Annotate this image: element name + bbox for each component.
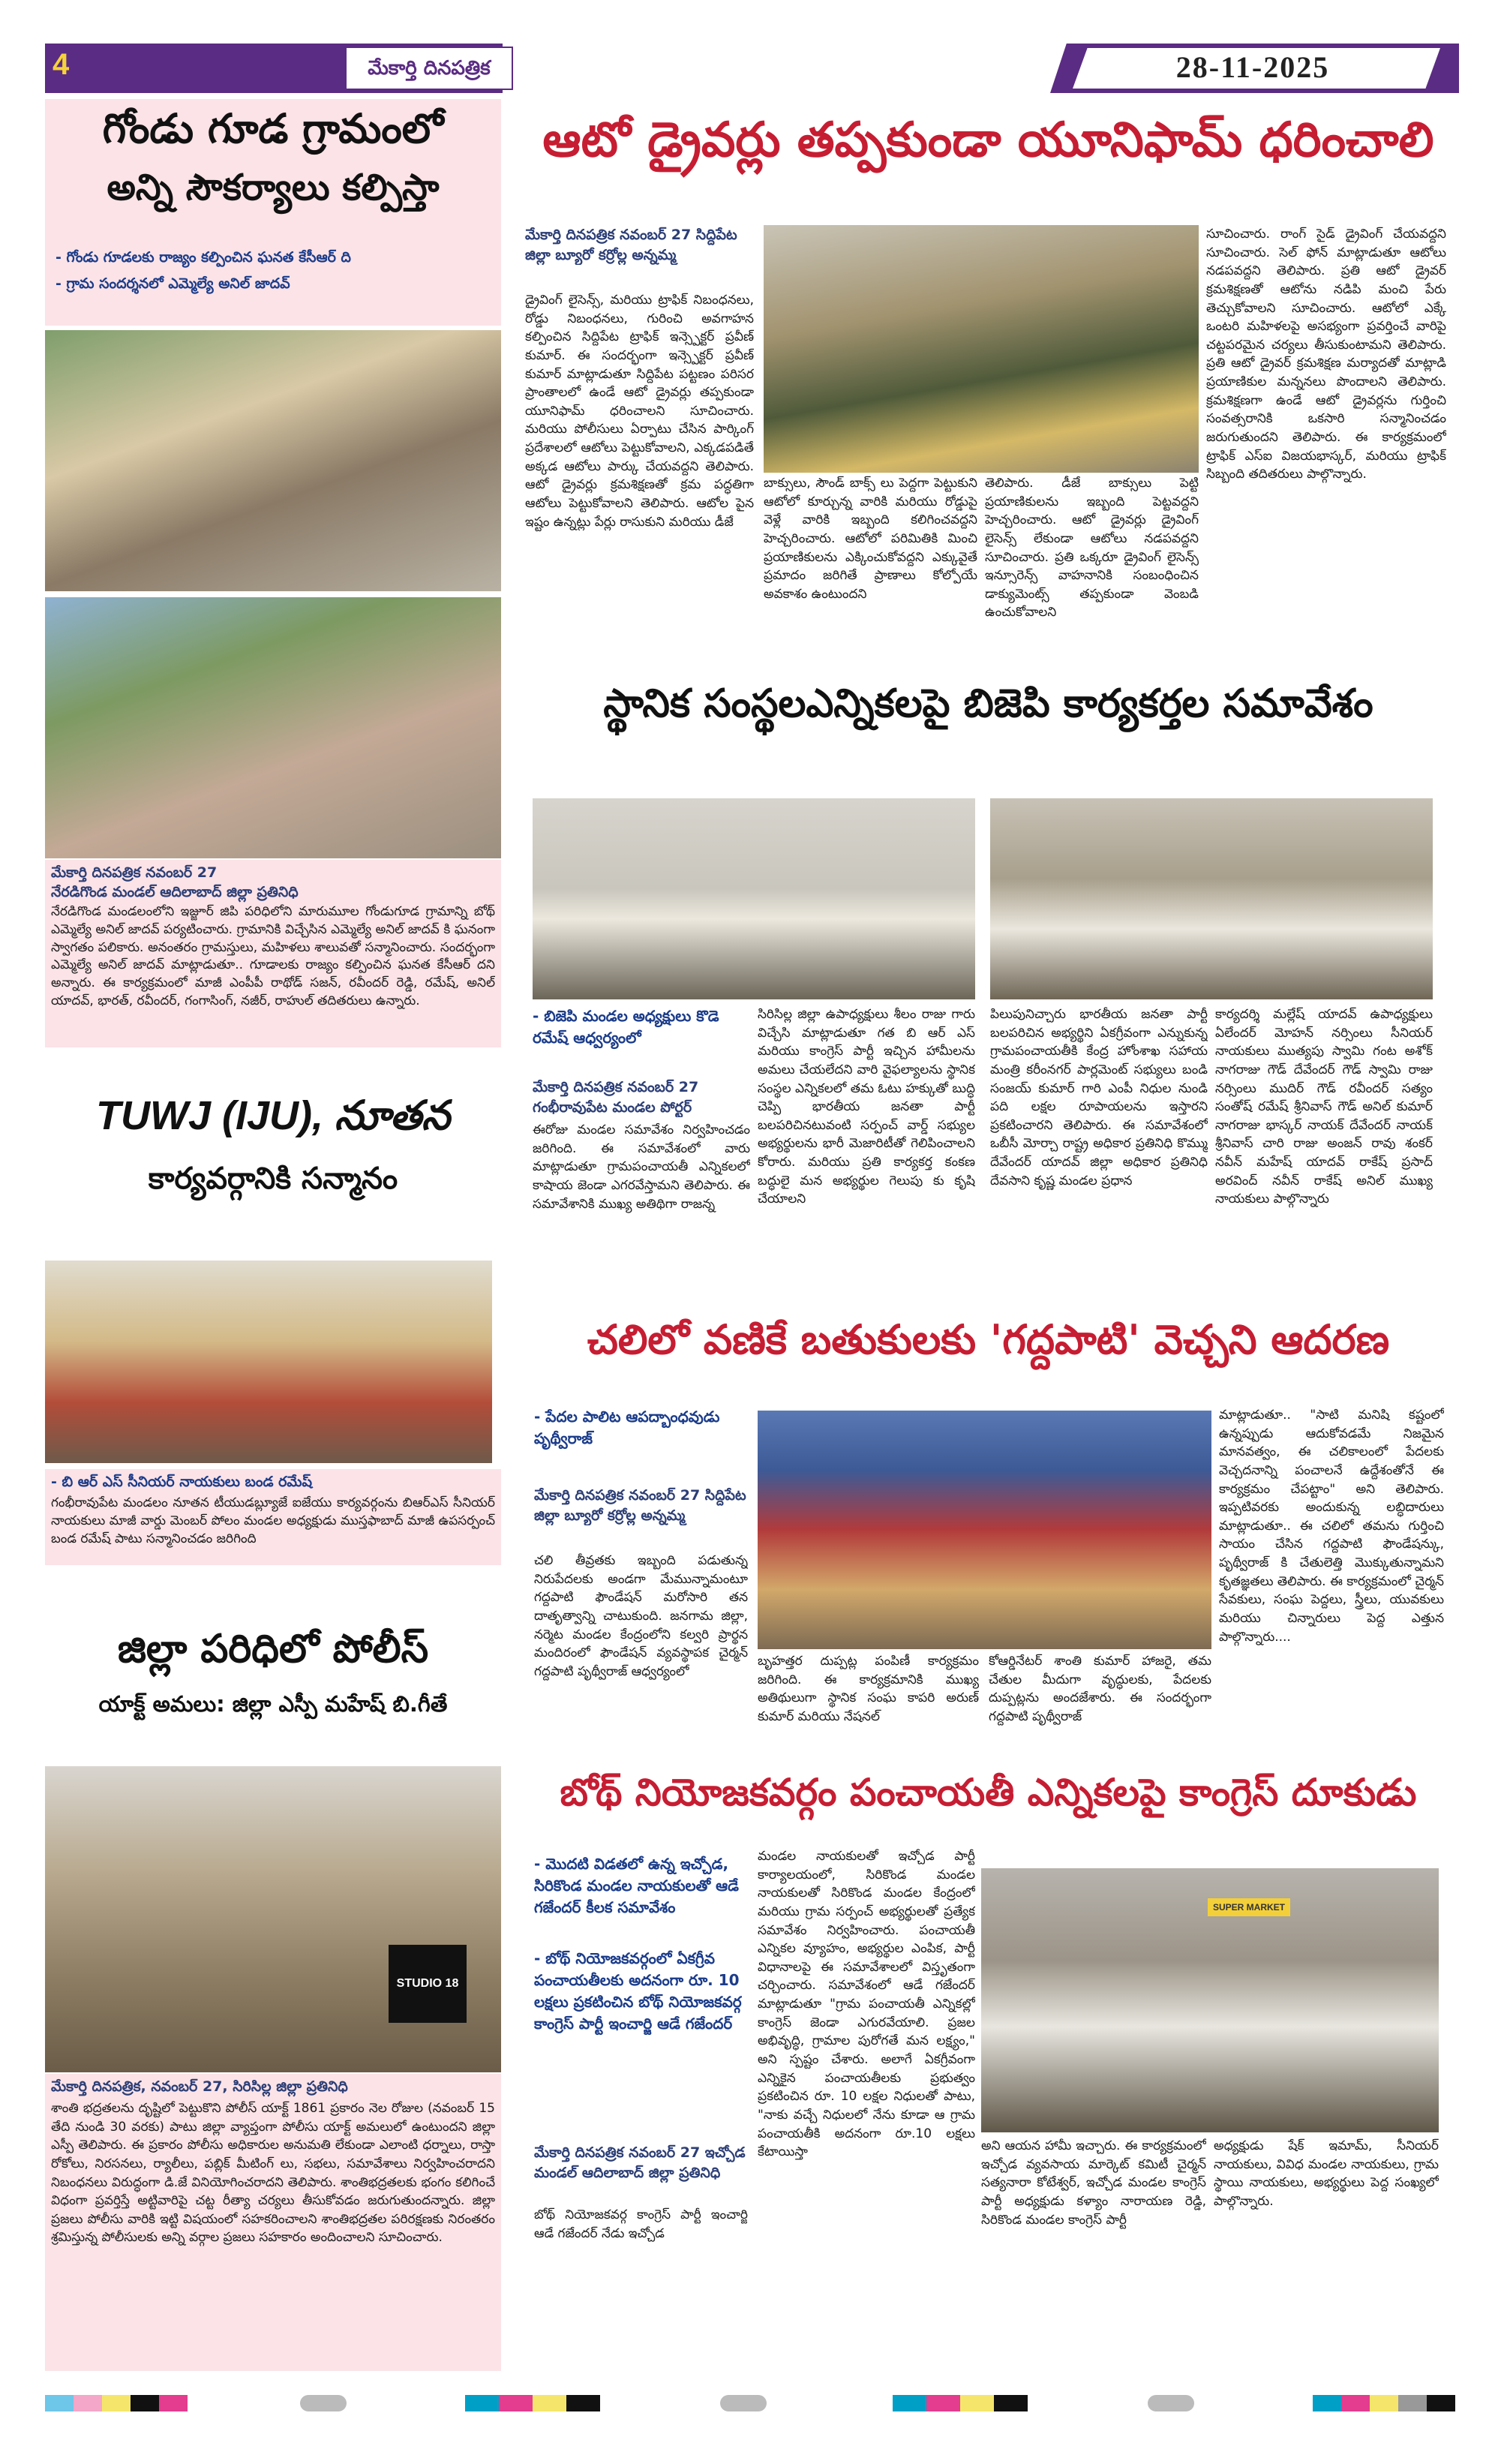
story-blanket-headline: చలిలో వణికే బతుకులకు 'గద్దపాటి' వెచ్చని ఆదరణ — [587, 1316, 1390, 1363]
story-tuwj-body: గంభీరావుపేట మండలం నూతన టీయుడబ్ల్యూజే ఐజేయు కార్యవర్గంను బిఆర్ఎస్ సీనియర్ నాయకులు మాజీ వార్డు మెంబర్ పోలం మండల అధ్యక్షుడు ముస్తఫాబాద్ మాజీ ఉపసర్పంచ్ బండ రమేష్ పాటు సన్మానించడం జరిగింది — [51, 1495, 495, 1546]
print-pill-2 — [720, 2395, 767, 2411]
issue-date: 28-11-2025 — [1175, 50, 1330, 84]
story-gondu-guda-headline-1: గోండు గూడ గ్రామంలో — [102, 105, 444, 152]
masthead-logo — [345, 47, 513, 90]
story-tuwj-caption: - బి ఆర్ ఎస్ సీనియర్ నాయకులు బండ రమేష్ — [51, 1474, 313, 1490]
tuwj-felicitation-photo — [45, 1261, 492, 1463]
story-blanket-col-2: బృహత్తర దుప్పట్ల పంపిణీ కార్యక్రమం జరిగింది. ఈ కార్యక్రమానికి ముఖ్య అతిథులుగా స్థానిక సంఘ కాపరి అరుణ్ కుమార్ మరియు నేషనల్ — [758, 1654, 979, 1724]
story-bjp-col-1: ఈరోజు మండల సమావేశం నిర్వహించడం జరిగింది. ఈ సమావేశంలో వారు మాట్లాడుతూ గ్రామపంచాయతీ ఎన్నికలలో కాషాయ జెండా ఎగరవేస్తామని తెలిపారు. ఈ సమావేశానికి ముఖ్య అతిథిగా రాజన్న — [533, 1122, 750, 1212]
story-blanket-col-4: మాట్లాడుతూ.. "సాటి మనిషి కష్టంలో ఉన్నప్పుడు ఆదుకోవడమే నిజమైన మానవత్వం, ఈ చలికాలంలో పేదలకు వెచ్చదనాన్ని పంచాలనే ఉద్దేశంతోనే ఈ కార్యక్రమం చేపట్టాం" అని తెలిపారు. ఇప్పటివరకు అందుకున్న లబ్ధిదారులు మాట్లాడుతూ.. ఈ చలిలో తమను గుర్తించి సాయం చేసిన గద్దపాటి ఫౌండేషన్కు, పృథ్వీరాజ్ కి చేతులెత్తి మొక్కుతున్నామని కృతజ్ఞతలు తెలిపారు. ఈ కార్యక్రమంలో చైర్మన్ సేవకులు, సంఘ పెద్దలు, స్త్రీలు, యువకులు మరియు చిన్నారులు పెద్ద ఎత్తున పాల్గొన్నారు.... — [1219, 1408, 1444, 1645]
story-gondu-guda-bullet-1: - గోండు గూడలకు రాజ్యం కల్పించిన ఘనత కేసీఆర్ ది — [56, 249, 351, 266]
story-auto-col-1: డ్రైవింగ్ లైసెన్స్, మరియు ట్రాఫిక్ నిబంధనలు, రోడ్డు నిబంధనలు, గురించి అవగాహన కల్పించిన సిద్దిపేట ట్రాఫిక్ ఇన్స్పెక్టర్ ప్రవీణ్ కుమార్. ఈ సందర్భంగా ఇన్స్పెక్టర్ ప్రవీణ్ కుమార్ మాట్లాడుతూ సిద్దిపేట పట్టణం పరిసర ప్రాంతాలలో ఉండే ఆటో డ్రైవర్లు తప్పకుండా యూనిఫామ్ ధరించాలని సూచించారు. మరియు పోలీసులు ఏర్పాటు చేసిన పార్కింగ్ ప్రదేశాలలో ఆటోలు పెట్టుకోవాలని, ఎక్కడపడితే అక్కడ ఆటోలు పార్కు చేయవద్దని తెలిపారు. ఆటో డ్రైవర్లు క్రమశిక్షణతో క్రమ పద్ధతిగా ఆటోలు పెట్టుకోవాలని తెలిపారు. ఆటోల పైన ఇష్టం ఉన్నట్లు పేర్లు రాసుకుని మరియు డీజే — [525, 293, 754, 530]
story-bjp-bullet: - బిజెపి మండల అధ్యక్షులు కొడె రమేష్ ఆధ్వర్యంలో — [533, 1007, 719, 1047]
story-bjp-col-3: పిలుపునిచ్చారు భారతీయ జనతా పార్టీ బలపరిచిన అభ్యర్థిని ఏకగ్రీవంగా ఎన్నుకున్న గ్రామపంచాయతీకి కేంద్ర హోంశాఖ సహాయ మంత్రి కరీంనగర్ పార్లమెంట్ సభ్యులు బండి సంజయ్ కుమార్ గారి ఎంపీ నిధుల నుండి పది లక్షల రూపాయలను ఇస్తారని ప్రకటించారని తెలిపారు. ఈ సమావేశంలో ఒబీసీ మోర్చా రాష్ట్ర అధికార ప్రతినిధి కొమ్ము దేవేందర్ యాదవ్ జిల్లా అధికార ప్రతినిధి దేవసాని కృష్ణ మండల ప్రధాన — [990, 1007, 1208, 1188]
print-marks — [45, 2395, 1459, 2411]
studio-badge-text: STUDIO 18 — [396, 1977, 459, 1990]
story-tuwj-headline-2: కార్యవర్గానికి సన్మానం — [148, 1161, 398, 1196]
story-auto-dateline: మేకార్తి దినపత్రిక నవంబర్ 27 సిద్దిపేట జిల్లా బ్యూరో కర్రోల్ల అన్నమ్మ — [525, 227, 737, 263]
story-congress-body-left: బోథ్ నియోజకవర్గ కాంగ్రెస్ పార్టీ ఇంచార్జి ఆడే గజేందర్ నేడు ఇచ్చోడ — [534, 2207, 748, 2241]
story-police-body: శాంతి భద్రతలను దృష్టిలో పెట్టుకొని పోలీస్ యాక్ట్ 1861 ప్రకారం నెల రోజుల (నవంబర్ 15 తేది నుండి 30 వరకు) పాటు జిల్లా వ్యాప్తంగా పోలీసు యాక్ట్ అమలులో ఉంటుందని జిల్లా ఎస్పీ తెలిపారు. ఈ ప్రకారం పోలీసు అధికారుల అనుమతి లేకుండా ఎలాంటి ధర్నాలు, రాస్తా రోకోలు, నిరసనలు, ర్యాలీలు, పబ్లిక్ మీటింగ్ లు, సభలు, సమావేశాలు నిర్వహించరాదని నిబంధనలు విరుద్ధంగా డి.జే వినియోగించరాదని తెలిపారు. శాంతిభద్రతలకు భంగం కలిగించే విధంగా ప్రవర్తిస్తే అట్టివారిపై చట్ట రీత్యా చర్యలు తీసుకోవడం జరుగుతుందన్నారు. జిల్లా ప్రజలు పోలీసు వారికి ఇట్టి విషయంలో సహకరించాలని శాంతిభద్రతల పరిరక్షణకు నిరంతరం శ్రమిస్తున్న పోలీసులకు అన్ని వర్గాల ప్రజలు సహకారం అందించాలని సూచించారు. — [51, 2101, 495, 2246]
studio-badge — [389, 1945, 467, 2023]
story-police-headline-1: జిల్లా పరిధిలో పోలీస్ — [117, 1627, 429, 1672]
page-header — [45, 39, 1459, 98]
story-congress-headline: బోథ్ నియోజకవర్గం పంచాయతీ ఎన్నికలపై కాంగ్రెస్ దూకుడు — [560, 1771, 1417, 1814]
story-congress-bullet-2: - బోథ్ నియోజకవర్గంలో ఏకగ్రీవ పంచాయతీలకు అదనంగా రూ. 10 లక్షలు ప్రకటించిన బోథ్ నియోజకవర్గ కాంగ్రెస్ పార్టీ ఇంచార్జి ఆడే గజేందర్ — [534, 1949, 742, 2033]
bjp-meeting-photo-2 — [990, 798, 1433, 999]
story-police-headline-2: యాక్ట్ అమలు: జిల్లా ఎస్పీ మహేష్ బి.గీతే — [98, 1691, 448, 1717]
story-congress-col-3: అని ఆయన హామీ ఇచ్చారు. ఈ కార్యక్రమంలో ఇచ్చోడ వ్యవసాయ మార్కెట్ కమిటీ చైర్మన్ సత్యనారా కోటేశ్వర్, ఇచ్చోడ మండల కాంగ్రెస్ పార్టీ అధ్యక్షుడు కళ్యాం నారాయణ రెడ్డి, సిరికొండ మండల కాంగ్రెస్ పార్టీ — [981, 2138, 1206, 2228]
story-auto-col-4: సూచించారు. రాంగ్ సైడ్ డ్రైవింగ్ చేయవద్దని సూచించారు. సెల్ ఫోన్ మాట్లాడుతూ ఆటోలు నడపవద్దని తెలిపారు. ప్రతి ఆటో డ్రైవర్ క్రమశిక్షణతో ఆటోను నడిపి మంచి పేరు తెచ్చుకోవాలని సూచించారు. ఆటోలో ఎక్కే ఒంటరి మహిళలపై అసభ్యంగా ప్రవర్తించే వారిపై చట్టపరమైన చర్యలు తీసుకుంటామని తెలిపారు. ప్రతి ఆటో డ్రైవర్ క్రమశిక్షణ మర్యాదతో మాట్లాడి ప్రయాణికుల మన్ననలు పొందాలని తెలిపారు. క్రమశిక్షణగా ఉండే ఆటో డ్రైవర్లను గుర్తించి సంవత్సరానికి ఒకసారి సన్మానించడం జరుగుతుందని తెలిపారు. ఈ కార్యక్రమంలో ట్రాఫిక్ ఎస్ఐ విజయభాస్కర్, మరియు ట్రాఫిక్ సిబ్బంది తదితరులు పాల్గొన్నారు. — [1206, 227, 1446, 482]
page-number: 4 — [53, 48, 70, 81]
story-auto-col-2: బాక్సులు, సౌండ్ బాక్స్ లు పెద్దగా పెట్టుకుని ఆటోలో కూర్చున్న వారికి మరియు రోడ్డుపై వెళ్లే వారికి ఇబ్బంది కలిగించవద్దని హెచ్చరించారు. ఆటోలో పరిమితికి మించి ప్రయాణికులను ఎక్కించుకోవద్దని ఎక్కువైతే ప్రమాదం జరిగితే ప్రాణాలు కోల్పోయే అవకాశం ఉంటుందని — [764, 476, 977, 602]
story-congress-col-4: అధ్యక్షుడు షేక్ ఇమామ్, సీనియర్ నాయకులు, వివిధ మండల నాయకులు, గ్రామ స్థాయి నాయకులు, అభ్యర్థులు పెద్ద సంఖ్యలో పాల్గొన్నారు. — [1214, 2138, 1439, 2209]
story-gondu-guda-dateline: మేకార్తి దినపత్రిక నవంబర్ 27 — [51, 864, 218, 881]
auto-drivers-photo — [764, 225, 1199, 473]
story-auto-headline: ఆటో డ్రైవర్లు తప్పకుండా యూనిఫామ్ ధరించాలి — [542, 113, 1434, 168]
story-blanket-col-3: కోఆర్డినేటర్ శాంతి కుమార్ హాజరై, తమ చేతుల మీదుగా వృద్ధులకు, పేదలకు దుప్పట్లను అందజేశారు. ఈ సందర్భంగా గద్దపాటి పృథ్వీరాజ్ — [989, 1654, 1211, 1724]
masthead-text: మేకార్తి దినపత్రిక — [368, 57, 491, 80]
story-gondu-guda-headline-2: అన్ని సౌకర్యాలు కల్పిస్తా — [107, 167, 440, 209]
story-bjp-headline: స్థానిక సంస్థలఎన్నికలపై బిజెపి కార్యకర్తల సమావేశం — [603, 681, 1373, 726]
print-swatch-left — [45, 2395, 188, 2411]
print-swatch-3 — [893, 2395, 1028, 2411]
print-swatch-2 — [465, 2395, 600, 2411]
story-congress-dateline: మేకార్తి దినపత్రిక నవంబర్ 27 ఇచ్చోడ మండల్ ఆదిలాబాద్ జిల్లా ప్రతినిధి — [534, 2144, 746, 2181]
story-police-dateline: మేకార్తి దినపత్రిక, నవంబర్ 27, సిరిసిల్ల జిల్లా ప్రతినిధి — [51, 2078, 348, 2095]
story-congress-bullet-1: - మొదటి విడతలో ఉన్న ఇచ్చోడ, సిరికొండ మండల నాయకులతో ఆడే గజేందర్ కీలక సమావేశం — [534, 1855, 739, 1916]
story-tuwj-headline-1: TUWJ (IJU), నూతన — [96, 1093, 450, 1138]
print-swatch-right — [1313, 2395, 1455, 2411]
story-gondu-guda-body: నేరడిగొండ మండలంలోని ఇజ్జూర్ జిపి పరిధిలోని మారుమూల గోండుగూడ గ్రామాన్ని బోథ్ ఎమ్మెల్యే అనిల్ జాదవ్ పర్యటించారు. గ్రామానికి విచ్చేసిన ఎమ్మెల్యే అనిల్ జాదవ్ కి ఘనంగా స్వాగతం పలికారు. అనంతరం గ్రామస్తులు, మహిళలు శాలువతో సన్మానించారు. సందర్భంగా ఎమ్మెల్యే అనిల్ జాదవ్ మాట్లాడుతూ.. గూడాలకు రాజ్యం కల్పించిన ఘనత కేసీఆర్ దని అన్నారు. ఈ కార్యక్రమంలో మాజీ ఎంపీపీ రాథోడ్ సజన్, రవీందర్ రెడ్డి, రమేష్, అనిల్ యాదవ్, భారత్, రవీందర్, గంగాసింగ్, నజీర్, రాహుల్ తదితరులు ఉన్నారు. — [51, 904, 495, 1008]
blanket-distribution-photo — [758, 1411, 1211, 1649]
story-blanket-dateline: మేకార్తి దినపత్రిక నవంబర్ 27 సిద్దిపేట జిల్లా బ్యూరో కర్రోల్ల అన్నమ్మ — [534, 1487, 746, 1524]
story-bjp-col-2: సిరిసిల్ల జిల్లా ఉపాధ్యక్షులు శీలం రాజు గారు విచ్చేసి మాట్లాడుతూ గత బి ఆర్ ఎస్ మరియు కాంగ్రెస్ పార్టీ ఇచ్చిన హామీలను అమలు చేయలేదని వారి వైఫల్యాలను స్థానిక సంస్థల ఎన్నికలలో తమ ఓటు హక్కుతో బుద్ధి చెప్పి భారతీయ జనతా పార్టీ బలపరిచినటువంటి సర్పంచ్ వార్డ్ సభ్యుల అభ్యర్థులను భారీ మెజారిటీతో గెలిపించాలని కోరారు. మరియు ప్రతి కార్యకర్త కంకణ బద్ధులై మన అభ్యర్థుల గెలుపు కు కృషి చేయాలని — [758, 1007, 975, 1207]
congress-photo-sign-text: SUPER MARKET — [1212, 1902, 1285, 1913]
congress-photo-sign — [1208, 1898, 1290, 1916]
story-congress-col-2: మండల నాయకులతో ఇచ్చోడ పార్టీ కార్యాలయంలో, సిరికొండ మండల నాయకులతో సిరికొండ మండల కేంద్రంలో మరియు గ్రామ సర్పంచ్ అభ్యర్థులతో ప్రత్యేక సమావేశం నిర్వహించారు. పంచాయతీ ఎన్నికల వ్యూహం, అభ్యర్థుల ఎంపిక, పార్టీ విధానాలపై ఈ సమావేశాలలో విస్తృతంగా చర్చించారు. సమావేశంలో ఆడే గజేందర్ మాట్లాడుతూ "గ్రామ పంచాయతీ ఎన్నికల్లో కాంగ్రెస్ జెండా ఎగురవేయాలి. ప్రజల అభివృద్ధి, గ్రామాల పురోగతే మన లక్ష్యం," అని స్పష్టం చేశారు. అలాగే ఏకగ్రీవంగా ఎన్నికైన పంచాయతీలకు ప్రభుత్వం ప్రకటించిన రూ. 10 లక్షల నిధులతో పాటు, "నాకు వచ్చే నిధులలో నేను కూడా ఆ గ్రామ పంచాయతీకి అదనంగా రూ.10 లక్షలు కేటాయిస్తా — [758, 1849, 975, 2160]
story-blanket-col-1: చలి తీవ్రతకు ఇబ్బంది పడుతున్న నిరుపేదలకు అండగా మేమున్నామంటూ గద్దపాటి ఫౌండేషన్ మరోసారి తన దాతృత్వాన్ని చాటుకుంది. జనగామ జిల్లా, నర్మెట మండల కేంద్రంలోని కల్వరి ప్రార్థన మందిరంలో ఫౌండేషన్ వ్యవస్థాపక చైర్మన్ గద్దపాటి పృథ్వీరాజ్ ఆధ్వర్యంలో — [534, 1553, 748, 1679]
story-blanket-bullet: - పేదల పాలిట ఆపద్బాంధవుడు పృథ్వీరాజ్ — [534, 1408, 720, 1447]
story-bjp-col-4: కార్యదర్శి మల్లేష్ యాదవ్ ఉపాధ్యక్షులు ఏలేందర్ మోహన్ నర్సింలు సీనియర్ నాయకులు ముత్యపు స్వామి గంట అశోక్ నాగరాజు గౌడ్ దేవేందర్ గౌడ్ స్వామి రాజు నర్సింలు ముదిర్ గౌడ్ రవీందర్ సత్యం సంతోష్ రమేష్ శ్రీనివాస్ గౌడ్ అనిల్ కుమార్ నాగరాజు భాస్కర్ నాయక్ దేవేందర్ నాయక్ శ్రీనివాస్ చారి రాజు అంజన్ రావు శంకర్ నవీన్ మహేష్ యాదవ్ రాకేష్ ప్రసాద్ అరవింద్ నవీన్ రాకేష్ అనిల్ ముఖ్య నాయకులు పాల్గొన్నారు — [1215, 1007, 1433, 1207]
gondu-guda-photo-2 — [45, 597, 501, 858]
story-auto-col-3: తెలిపారు. డీజే బాక్సులు పెట్టి ప్రయాణికులను ఇబ్బంది పెట్టవద్దని హెచ్చరించారు. ఆటో డ్రైవర్లు డ్రైవింగ్ లైసెన్స్ లేకుండా ఆటోలు నడపవద్దని సూచించారు. ప్రతి ఒక్కరూ డ్రైవింగ్ లైసెన్స్ ఇన్సూరెన్స్ వాహనానికి సంబంధించిన డాక్యుమెంట్స్ తప్పకుండా వెంబడి ఉంచుకోవాలని — [985, 476, 1199, 621]
print-pill-1 — [300, 2395, 347, 2411]
district-sp-photo — [45, 1766, 501, 2072]
bjp-meeting-photo-1 — [533, 798, 975, 999]
story-gondu-guda-dateline-2: నేరడిగొండ మండల్ ఆదిలాబాద్ జిల్లా ప్రతినిధి — [51, 884, 299, 900]
story-bjp-dateline: మేకార్తి దినపత్రిక నవంబర్ 27 గంభీరావుపేట మండల పోర్టర్ — [533, 1079, 699, 1116]
print-pill-3 — [1148, 2395, 1194, 2411]
story-gondu-guda-bullet-2: - గ్రామ సందర్శనలో ఎమ్మెల్యే అనిల్ జాదవ్ — [56, 275, 290, 292]
gondu-guda-photo-1 — [45, 330, 501, 591]
